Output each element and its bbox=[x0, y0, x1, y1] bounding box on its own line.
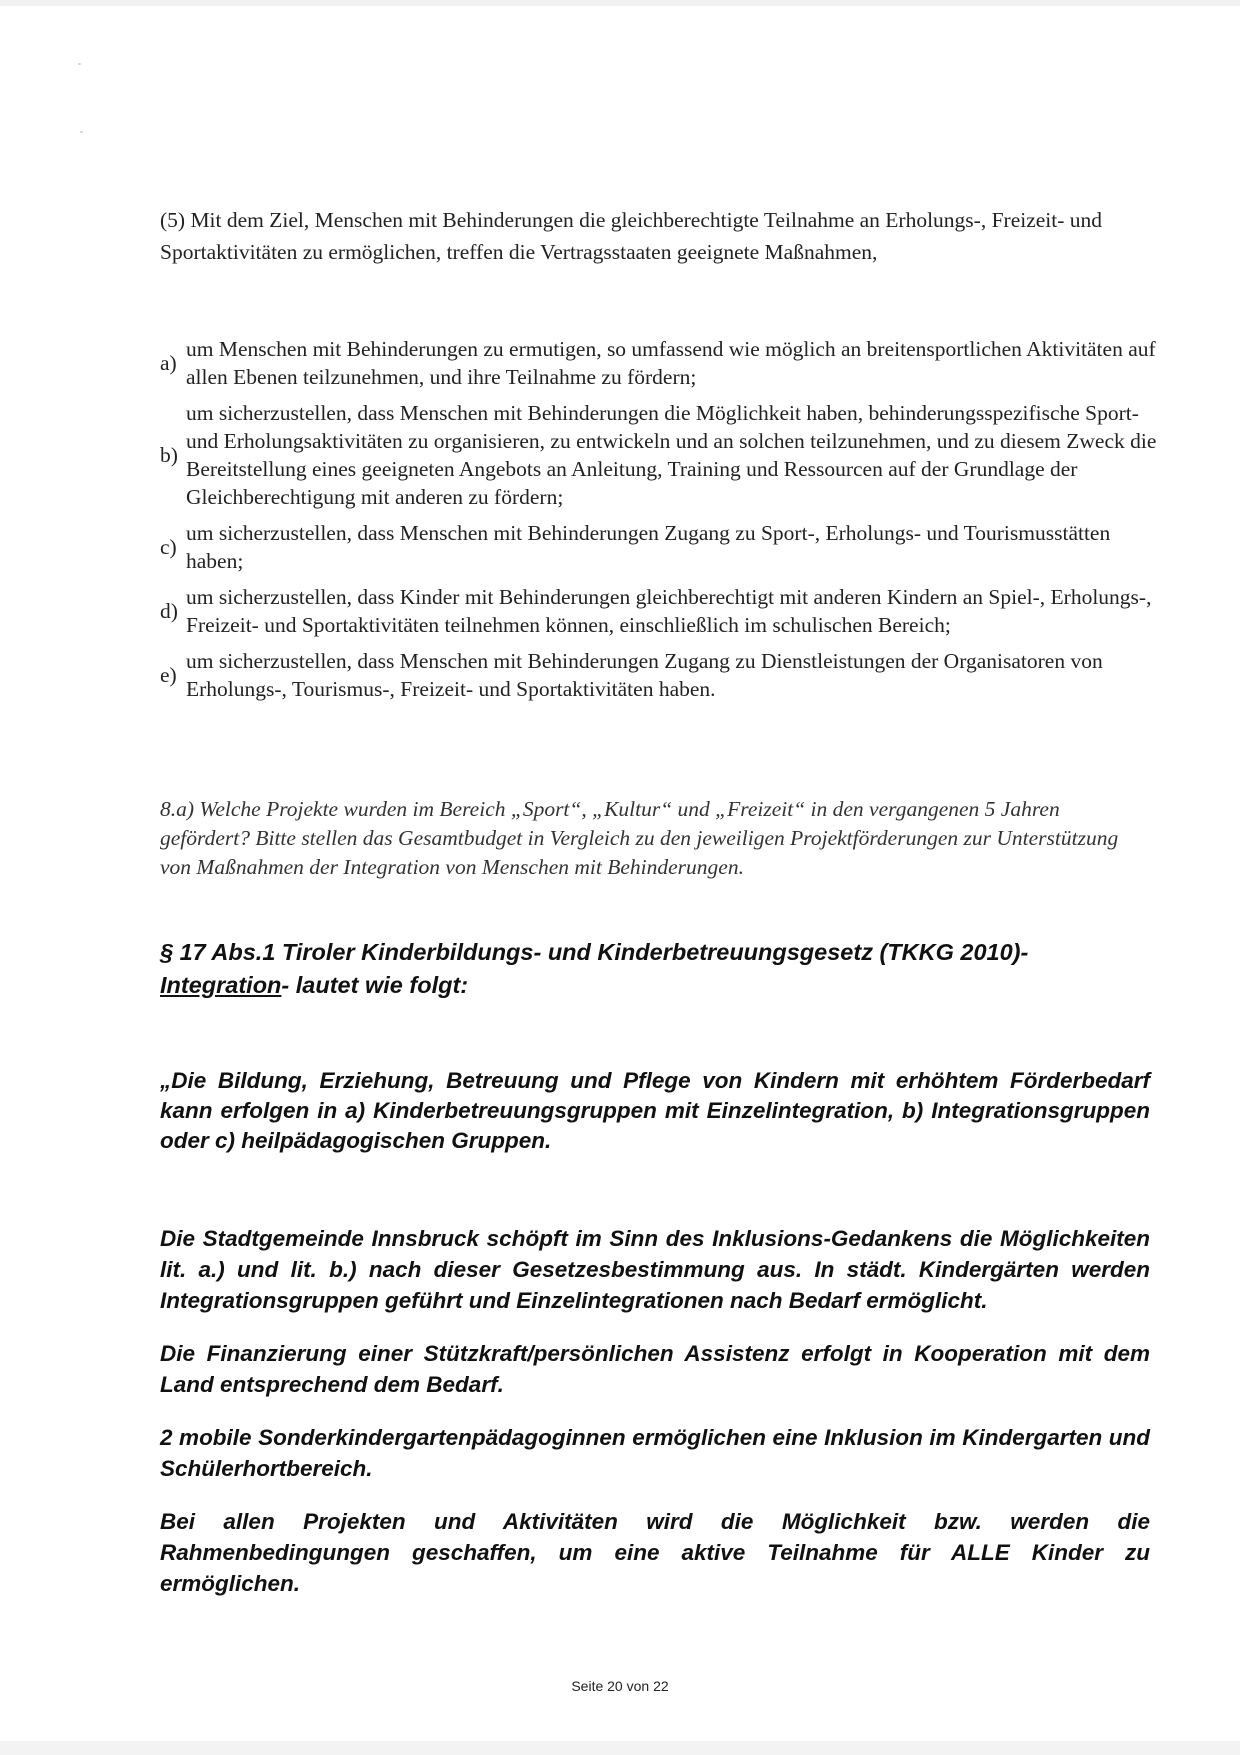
heading-underlined: Integration bbox=[160, 972, 282, 998]
question-8a: 8.a) Welche Projekte wurden im Bereich „Sport“, „Kultur“ und „Freizeit“ in den vergangenen 5 Jahren gefördert? Bitte stellen das Gesamtbudget in Vergleich zu den jeweiligen Projektförderungen zur Unterstützung von Maßnahmen der Integration von Menschen mit Behinderungen. bbox=[160, 797, 1119, 879]
heading-part1: § 17 Abs.1 Tiroler Kinderbildungs- und Kinderbetreuungsgesetz (TKKG 2010)- bbox=[160, 939, 1029, 965]
answer-paragraph: Die Stadtgemeinde Innsbruck schöpft im Sinn des Inklusions-Gedankens die Möglichkeiten lit. a.) und lit. b.) nach dieser Gesetzesbestimmung aus. In städt. Kindergärten werden Integrationsgruppen geführt und Einzelintegrationen nach Bedarf ermöglicht. bbox=[160, 1226, 1150, 1313]
answer-block bbox=[160, 1223, 1150, 1621]
answer-paragraph: Die Finanzierung einer Stützkraft/persönlichen Assistenz erfolgt in Kooperation mit dem Land entsprechend dem Bedarf. bbox=[160, 1341, 1150, 1397]
list-item-mark: e) bbox=[160, 663, 177, 687]
list-item-text: um sicherzustellen, dass Kinder mit Behinderungen gleichberechtigt mit anderen Kindern an Spiel-, Erholungs-, Freizeit- und Sportaktivitäten teilnehmen können, einschließlich im schulischen Bereich; bbox=[186, 585, 1152, 637]
list-item bbox=[160, 399, 1160, 511]
list-item-mark: d) bbox=[160, 599, 178, 623]
answer-paragraph: 2 mobile Sonderkindergartenpädagoginnen ermöglichen eine Inklusion im Kindergarten und Schülerhortbereich. bbox=[160, 1425, 1150, 1481]
scan-edge-bottom bbox=[0, 1741, 1240, 1755]
list-item-text: um sicherzustellen, dass Menschen mit Behinderungen Zugang zu Sport-, Erholungs- und Tourismusstätten haben; bbox=[186, 521, 1111, 573]
list-item-mark: c) bbox=[160, 535, 177, 559]
list-item-mark: b) bbox=[160, 443, 178, 467]
page-footer: Seite 20 von 22 bbox=[571, 1678, 669, 1694]
list-item bbox=[160, 519, 1160, 575]
list-item bbox=[160, 583, 1160, 639]
intro-paragraph: (5) Mit dem Ziel, Menschen mit Behinderungen die gleichberechtigte Teilnahme an Erholungs-, Freizeit- und Sportaktivitäten zu ermöglichen, treffen die Vertragsstaaten geeignete Maßnahmen, bbox=[160, 208, 1103, 264]
scan-edge-top bbox=[0, 0, 1240, 6]
answer-paragraph: Bei allen Projekten und Aktivitäten wird die Möglichkeit bzw. werden die Rahmenbedingungen geschaffen, um eine aktive Teilnahme für ALLE Kinder zu ermöglichen. bbox=[160, 1509, 1150, 1596]
section-heading bbox=[160, 936, 1150, 1002]
list-item-mark: a) bbox=[160, 351, 177, 375]
law-quote: „Die Bildung, Erziehung, Betreuung und Pflege von Kindern mit erhöhtem Förderbedarf kann erfolgen in a) Kinderbetreuungsgruppen mit Einzelintegration, b) Integrationsgruppen oder c) heilpädagogischen Gruppen. bbox=[160, 1068, 1150, 1153]
measures-list bbox=[160, 335, 1160, 711]
list-item-text: um Menschen mit Behinderungen zu ermutigen, so umfassend wie möglich an breitensportlichen Aktivitäten auf allen Ebenen teilzunehmen, und ihre Teilnahme zu fördern; bbox=[186, 337, 1156, 389]
scan-speck bbox=[80, 131, 83, 133]
scan-speck bbox=[78, 63, 81, 65]
list-item-text: um sicherzustellen, dass Menschen mit Behinderungen Zugang zu Dienstleistungen der Organisatoren von Erholungs-, Tourismus-, Freizeit- und Sportaktivitäten haben. bbox=[186, 649, 1103, 701]
list-item-text: um sicherzustellen, dass Menschen mit Behinderungen die Möglichkeit haben, behinderungsspezifische Sport- und Erholungsaktivitäten zu organisieren, zu entwickeln und an solchen teilzunehmen, und zu diesem Zweck die Bereitstellung eines geeigneten Angebots an Anleitung, Training und Ressourcen auf der Grundlage der Gleichberechtigung mit anderen zu fördern; bbox=[186, 401, 1157, 509]
list-item bbox=[160, 335, 1160, 391]
heading-part2: - lautet wie folgt: bbox=[281, 972, 469, 998]
article-intro bbox=[160, 204, 1150, 268]
list-item bbox=[160, 647, 1160, 703]
